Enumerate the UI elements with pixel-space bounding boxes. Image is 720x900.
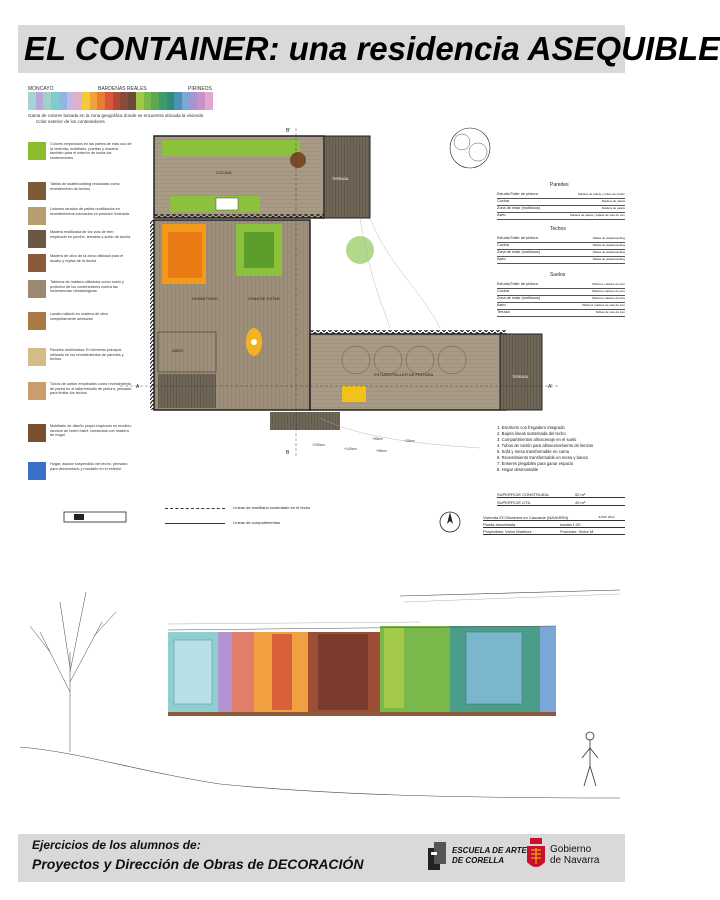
plan-note: 1. Escritorio con fregadero integrado xyxy=(497,425,565,430)
palette-swatch xyxy=(205,92,213,110)
label-a2: A' xyxy=(548,384,553,390)
finish-heading-techos: Techos xyxy=(550,226,566,232)
label-b2: B' xyxy=(286,128,291,134)
palette-label-moncayo: MONCAYO xyxy=(28,86,54,92)
plan-note: 5. Sofá y mesa transformable en cama xyxy=(497,449,569,454)
legend-compartimentos: Líneas de compartimentos xyxy=(233,520,281,525)
plan-note: 6. Revestimiento transformable en mesa y banco xyxy=(497,455,589,460)
school-name: ESCUELA DE ARTE DE CORELLA xyxy=(452,846,527,865)
studio-deck xyxy=(500,334,542,410)
palette-swatch xyxy=(159,92,167,110)
palette-swatch xyxy=(174,92,182,110)
finish-room: Aseo xyxy=(497,303,506,307)
material-swatch xyxy=(28,254,46,272)
human-figure-icon xyxy=(582,732,598,786)
dim-25: +25cm xyxy=(404,439,415,443)
legend-text: Madera reutilizada de los vías de tren: empleado en porche, terrazas y suelo de ducha xyxy=(50,230,131,239)
legend-text: Madera de olivo de la zona utilizada para el lavabo y repisa de la ducha xyxy=(50,254,124,263)
finish-material: Tablas de vías de tren xyxy=(595,310,625,314)
palette-swatch xyxy=(82,92,90,110)
label-cocina: COCINA xyxy=(216,170,232,175)
palette-swatch xyxy=(43,92,51,110)
label-dormitorio: DORMITORIO xyxy=(192,296,218,301)
finish-row xyxy=(497,243,625,250)
finish-room: Terraza xyxy=(497,310,510,314)
footer-line-2: Proyectos y Dirección de Obras de DECORACIÓN xyxy=(32,856,364,872)
dim-230: +230cm xyxy=(312,443,325,447)
studio-desk xyxy=(342,386,366,402)
label-estudio: ESTUDIO/TALLER DE PINTURA xyxy=(374,372,434,377)
material-swatch xyxy=(28,280,46,298)
palette-swatch xyxy=(28,92,36,110)
palette-swatch xyxy=(67,92,75,110)
surface-useful: SUPERFICIE UTIL 49 m² xyxy=(497,500,625,506)
palette-swatch xyxy=(120,92,128,110)
finish-room: Zona de estar (multiusos) xyxy=(497,206,541,210)
finish-room: Estudio/Taller de pintura xyxy=(497,192,538,196)
finish-room: Cocina xyxy=(497,199,509,203)
palette-caption: Gama de colores basada en la zona geográfica donde se encuentra ubicada la vivienda Color exterior de los contenedores xyxy=(28,113,228,124)
finish-row xyxy=(497,282,625,289)
finish-row xyxy=(497,303,625,310)
finish-material: Tableros madera de pino xyxy=(591,282,625,286)
material-swatch xyxy=(28,142,46,160)
label-estar: ZONA DE ESTAR xyxy=(248,296,280,301)
footer-line-1: Ejercicios de los alumnos de: xyxy=(32,838,201,852)
dim-55: +55cm xyxy=(376,449,387,453)
material-swatch xyxy=(28,348,46,366)
palette-swatch xyxy=(113,92,121,110)
tree-green xyxy=(346,236,374,264)
color-palette xyxy=(28,92,213,110)
finish-row xyxy=(497,310,625,317)
finish-row xyxy=(497,257,625,264)
tree-top xyxy=(450,128,490,168)
page-title: EL CONTAINER: una residencia ASEQUIBLE xyxy=(24,30,720,67)
finish-row xyxy=(497,192,625,199)
plan-note: 4. Tubos de cartón para almacenamiento de lienzos xyxy=(497,443,594,448)
palette-swatch xyxy=(105,92,113,110)
label-terraza-bottom: TERRAZA xyxy=(512,375,529,379)
section-icon xyxy=(60,508,130,526)
finish-row xyxy=(497,236,625,243)
palette-swatch xyxy=(136,92,144,110)
kitchen-table xyxy=(290,152,306,168)
finish-material: Tableros madera de pino xyxy=(591,289,625,293)
legend-text: Tablas de skateboarding recicladas como revestimiento de techos xyxy=(50,182,120,191)
finish-row xyxy=(497,250,625,257)
label-a: A xyxy=(136,384,140,390)
plan-notes xyxy=(497,425,625,473)
palette-swatch xyxy=(97,92,105,110)
palette-swatch xyxy=(144,92,152,110)
material-swatch xyxy=(28,207,46,225)
palette-swatch xyxy=(151,92,159,110)
palette-swatch xyxy=(90,92,98,110)
material-swatch xyxy=(28,424,46,442)
finish-row xyxy=(497,206,625,213)
finish-row xyxy=(497,289,625,296)
palette-caption-2: Color exterior de los contenedores xyxy=(36,119,105,124)
legend-mobiliario: Líneas de mobiliario sustentado en el techo xyxy=(233,505,311,510)
finish-row xyxy=(497,213,625,220)
legend-text: Tableros de madera utilizados como suelo y protector de los contenedores contra las inclemencias climatológicas xyxy=(50,280,124,293)
finish-room: Cocina xyxy=(497,289,509,293)
material-swatch xyxy=(28,312,46,330)
terrain xyxy=(20,747,620,798)
government-name: Gobierno de Navarra xyxy=(550,844,600,866)
legend-text: Paneles reutilizados: El elemento principal utilizado en los revestimientos de paredes y techos xyxy=(50,348,124,361)
entrance-deck xyxy=(270,412,340,430)
palette-swatch xyxy=(182,92,190,110)
finish-material: Tablas de skateboarding xyxy=(592,236,625,240)
finish-room: Estudio/Taller de pintura xyxy=(497,282,538,286)
palette-swatch xyxy=(51,92,59,110)
finish-material: Tablas de skateboarding xyxy=(592,250,625,254)
dim-140: +140cm xyxy=(344,447,357,451)
floor-plan xyxy=(120,128,560,458)
finish-material: Madera de palets xyxy=(601,206,625,210)
finish-row xyxy=(497,199,625,206)
palette-label-bardenas: BARDENAS REALES xyxy=(98,86,147,92)
material-swatch xyxy=(28,382,46,400)
school-logo-icon xyxy=(428,842,448,872)
legend-text: Listones tarados de palets reutilizados en revestimientos colocados en posición inclinada xyxy=(50,207,129,216)
plan-note: 3. Compartimentos almacenaje en el suelo xyxy=(497,437,577,442)
finish-room: Aseo xyxy=(497,213,506,217)
palette-swatch xyxy=(167,92,175,110)
palette-swatch xyxy=(197,92,205,110)
material-swatch xyxy=(28,182,46,200)
finish-heading-paredes: Paredes xyxy=(550,182,569,188)
finish-room: Estudio/Taller de pintura xyxy=(497,236,538,240)
palette-label-pirineos: PIRINEOS xyxy=(188,86,212,92)
legend-text: Colores empleados en las partes de más uso de la vivienda, mobiliario, puertas y madera también para el exterior de todos los contenedores xyxy=(50,142,132,160)
finish-room: Zona de estar (multiusos) xyxy=(497,296,541,300)
label-terraza-top: TERRAZA xyxy=(332,177,349,181)
plan-note: 2. Bajera lineas sustentada del techo xyxy=(497,431,566,436)
bathroom xyxy=(158,332,216,372)
legend-text: Mobiliario de diseño propio inspirado en modelo: random de Izofm Iratxf, construida con madera de nogal xyxy=(50,424,132,437)
finish-material: Tablas de skateboarding xyxy=(592,243,625,247)
palette-swatch xyxy=(36,92,44,110)
finish-room: Zona de estar (multiusos) xyxy=(497,250,541,254)
surface-built: SUPERFICIE CONSTRUIDA 52 m² xyxy=(497,492,625,498)
navarra-coat-of-arms-icon xyxy=(527,838,545,872)
finish-material: Madera de palets y tablas de vías de tren xyxy=(569,213,625,217)
finish-material: Tablas de skateboarding xyxy=(592,257,625,261)
finish-material: Madera de palets y tubos de cartón xyxy=(577,192,625,196)
finish-material: Madera de palets xyxy=(601,199,625,203)
bath-floor xyxy=(158,374,216,408)
finish-heading-suelos: Suelos xyxy=(550,272,566,278)
kitchen-counter xyxy=(162,140,300,156)
elevation xyxy=(20,572,620,802)
legend-text: Hogar, asador suspendido del techo, pensado para desmontarlo y montarlo en el exterior xyxy=(50,462,128,471)
palette-swatch xyxy=(59,92,67,110)
label-aseo: ASEO xyxy=(172,348,184,353)
material-swatch xyxy=(28,230,46,248)
legend-text: Lavabo tallado en madera de olivo completamente artesanal xyxy=(50,312,109,321)
legend-text: Tubos de cartón empleados como revestimiento de pared en el taller/estudio de pintura, pensado para limitar los techos xyxy=(50,382,132,395)
palette-swatch xyxy=(74,92,82,110)
plan-note: 7. Enseres plegables para ganar espacio xyxy=(497,461,574,466)
kitchen-bench xyxy=(170,196,260,212)
material-swatch xyxy=(28,462,46,480)
palette-swatch xyxy=(128,92,136,110)
finish-room: Cocina xyxy=(497,243,509,247)
plan-note: 8. Hogar desmontable xyxy=(497,467,539,472)
finish-material: Tableros madera de vías de tren xyxy=(581,303,625,307)
finish-row xyxy=(497,296,625,303)
dim-95: +95cm xyxy=(372,437,383,441)
finish-material: Tableros madera de pino xyxy=(591,296,625,300)
tree-elevation xyxy=(30,592,116,752)
label-b: B xyxy=(286,450,290,456)
north-arrow-icon xyxy=(438,510,462,534)
palette-swatch xyxy=(190,92,198,110)
finish-room: Aseo xyxy=(497,257,506,261)
